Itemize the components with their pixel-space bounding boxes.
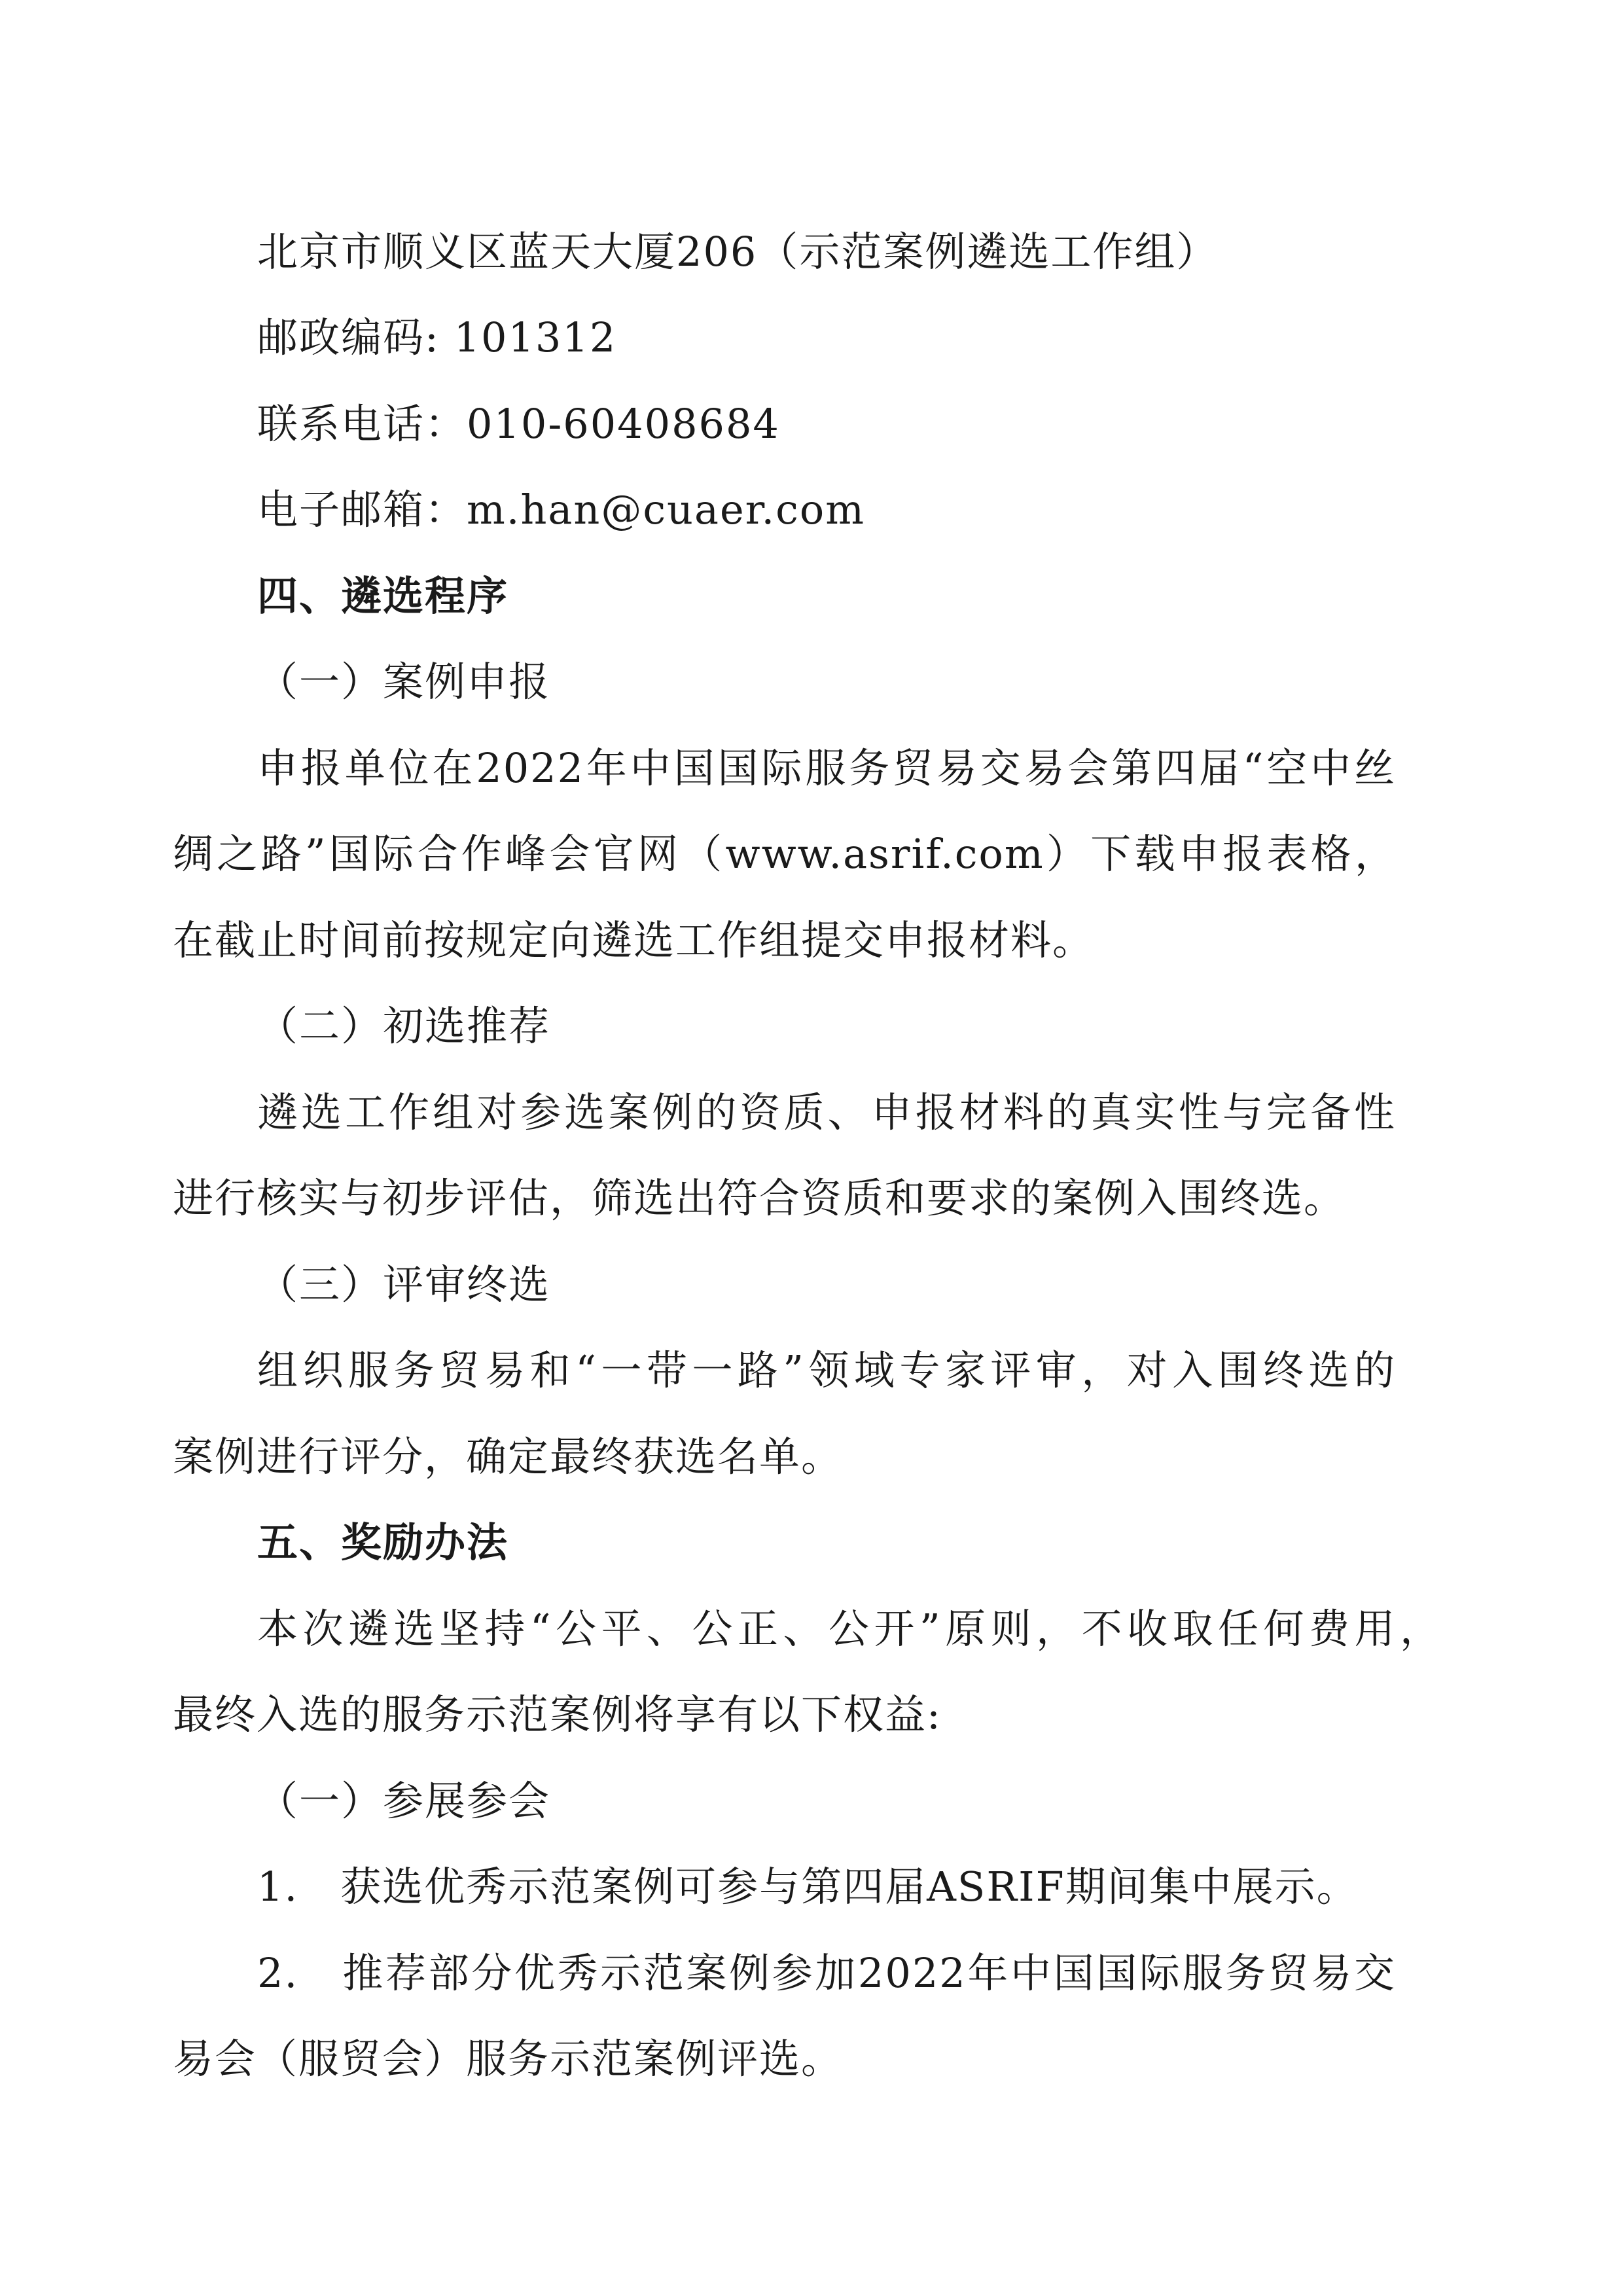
section4-sub2-heading: （二）初选推荐 <box>257 1002 551 1050</box>
section5-intro-line1: 本次遴选坚持“公平、公正、公开”原则，不收取任何费用， <box>257 1605 1442 1653</box>
section4-sub1-line1: 申报单位在2022年中国国际服务贸易交易会第四届“空中丝 <box>257 744 1396 792</box>
section4-sub2-line2: 进行核实与初步评估，筛选出符合资质和要求的案例入围终选。 <box>173 1174 1346 1222</box>
section5-sub1-item1: 1. 获选优秀示范案例可参与第四届ASRIF期间集中展示。 <box>257 1863 1359 1910</box>
section4-sub3-line2: 案例进行评分，确定最终获选名单。 <box>173 1433 844 1480</box>
section5-sub1-item2-line1: 2. 推荐部分优秀示范案例参加2022年中国国际服务贸易交 <box>257 1949 1396 1997</box>
section4-sub2-line1: 遴选工作组对参选案例的资质、申报材料的真实性与完备性 <box>257 1088 1396 1136</box>
contact-phone: 联系电话：010-60408684 <box>257 400 780 448</box>
section4-sub1-line2: 绸之路”国际合作峰会官网（www.asrif.com）下载申报表格， <box>173 830 1397 878</box>
contact-postcode: 邮政编码: 101312 <box>257 314 617 361</box>
section4-sub3-heading: （三）评审终选 <box>257 1261 551 1308</box>
contact-email: 电子邮箱：m.han@cuaer.com <box>257 486 866 533</box>
section5-intro-line2: 最终入选的服务示范案例将享有以下权益: <box>173 1691 942 1738</box>
contact-address: 北京市顺义区蓝天大厦206（示范案例遴选工作组） <box>257 228 1219 276</box>
section4-sub1-line3: 在截止时间前按规定向遴选工作组提交申报材料。 <box>173 916 1095 964</box>
section5-heading: 五、奖励办法 <box>257 1518 509 1566</box>
section4-heading: 四、遴选程序 <box>257 572 509 620</box>
section4-sub1-heading: （一）案例申报 <box>257 658 551 706</box>
section5-sub1-item2-line2: 易会（服贸会）服务示范案例评选。 <box>173 2035 844 2083</box>
section5-sub1-heading: （一）参展参会 <box>257 1777 551 1825</box>
section4-sub3-line1: 组织服务贸易和“一带一路”领域专家评审，对入围终选的 <box>257 1346 1396 1394</box>
